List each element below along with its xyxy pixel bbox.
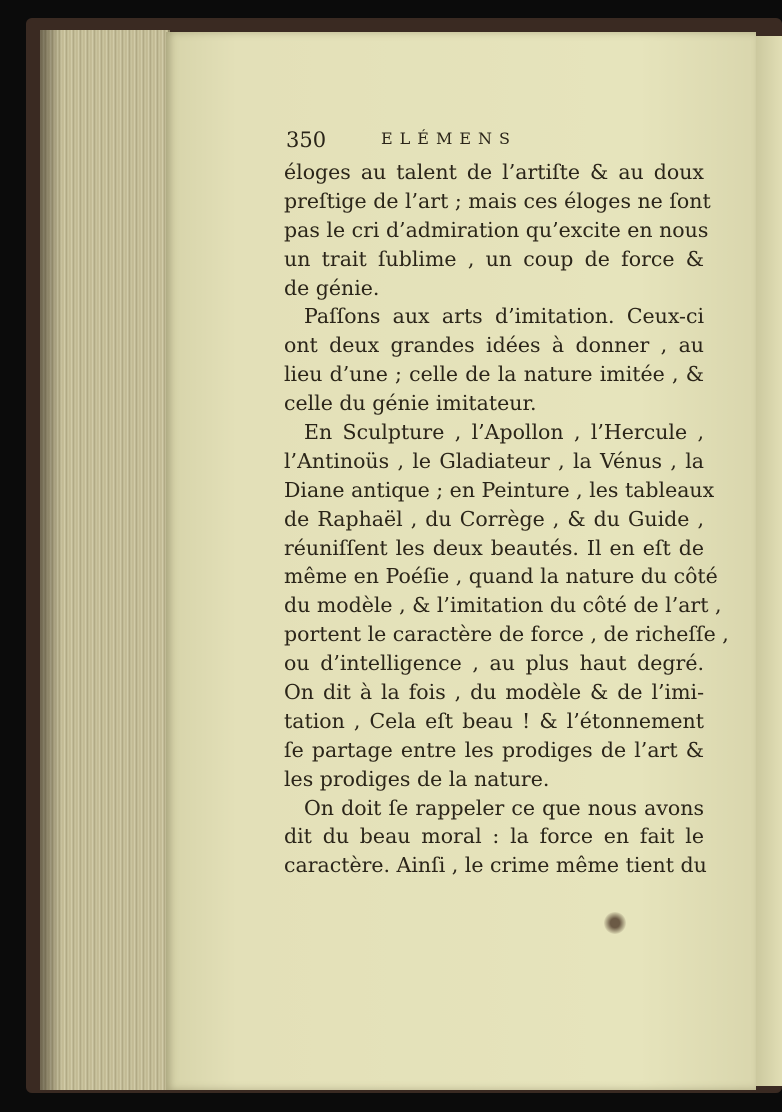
text-line: preſtige de l’art ; mais ces éloges ne ſont [284, 188, 711, 213]
paragraph-start-line: On doit ſe rappeler ce que nous avons [304, 795, 704, 820]
text-line: ont deux grandes idées à donner , au [284, 333, 704, 358]
page-number: 350 [286, 128, 327, 152]
text-line: du modèle , & l’imitation du côté de l’art , [284, 593, 722, 618]
text-line: On dit à la fois , du modèle & de l’imi- [284, 680, 704, 705]
text-line: un trait ſublime , un coup de force & [284, 246, 704, 271]
text-line: de génie. [284, 275, 380, 300]
text-line: réuniſſent les deux beautés. Il en eſt de [284, 535, 704, 560]
paragraph-start-line: En Sculpture , l’Apollon , l’Hercule , [304, 420, 704, 445]
text-line: lieu d’une ; celle de la nature imitée , & [284, 362, 704, 387]
paragraph-start-line: Paſſons aux arts d’imitation. Ceux-ci [304, 304, 704, 329]
facing-page-edge [752, 36, 782, 1086]
text-line: l’Antinoüs , le Gladiateur , la Vénus , la [284, 448, 704, 473]
text-line: les prodiges de la nature. [284, 766, 550, 791]
text-line: même en Poéſie , quand la nature du côté [284, 564, 718, 589]
text-line: éloges au talent de l’artiſte & au doux [284, 160, 704, 184]
text-line: Diane antique ; en Peinture , les tableaux [284, 477, 715, 502]
text-line: pas le cri d’admiration qu’excite en nous [284, 217, 709, 242]
text-line: portent le caractère de force , de richeſſe , [284, 622, 729, 647]
text-line: ou d’intelligence , au plus haut degré. [284, 651, 704, 676]
page-header [286, 128, 706, 158]
text-line: caractère. Ainſi , le crime même tient du [284, 853, 707, 878]
text-line: tation , Cela eſt beau ! & l’étonnement [284, 708, 704, 733]
page-block-shadow [40, 30, 62, 1090]
text-line: ſe partage entre les prodiges de l’art & [284, 737, 704, 762]
text-line: de Raphaël , du Corrège , & du Guide , [284, 506, 704, 531]
page-body-text [284, 158, 729, 880]
paper-stain [604, 912, 626, 934]
text-line: dit du beau moral : la force en fait le [284, 824, 704, 849]
text-line: celle du génie imitateur. [284, 391, 537, 416]
running-title: ELÉMENS [381, 129, 518, 148]
